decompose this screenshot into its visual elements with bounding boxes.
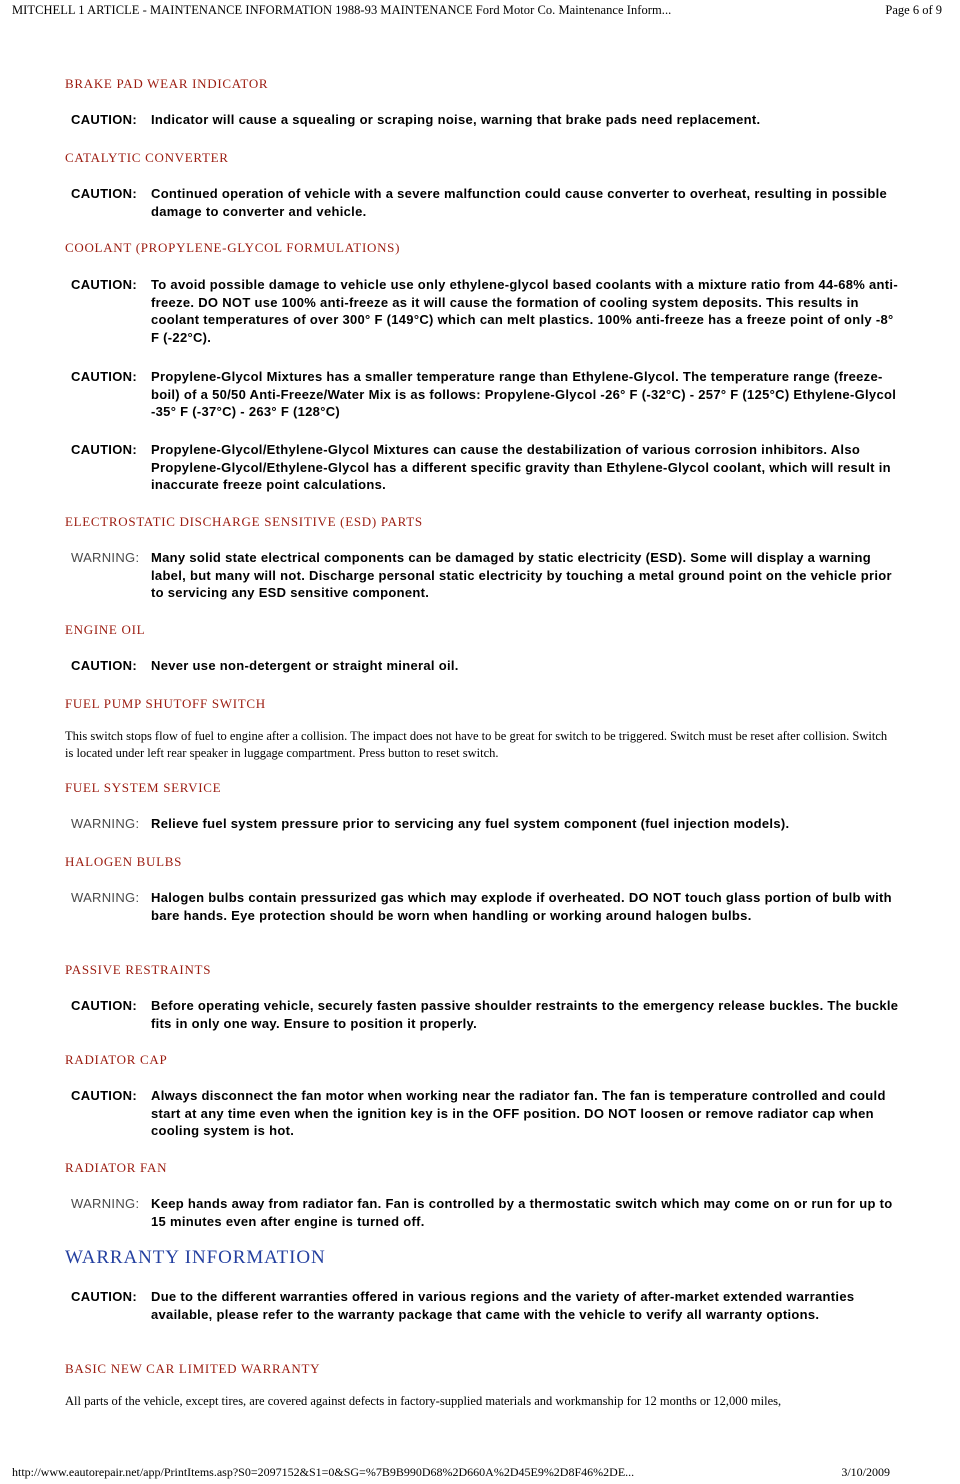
caution-text: Due to the different warranties offered in various regions and the variety of after-market extended warranties available, please refer to the warranty package that came with the vehicle to verify all warranty options. bbox=[151, 1289, 855, 1322]
section-heading-radiator-cap: RADIATOR CAP bbox=[65, 1052, 168, 1067]
section-heading-warranty-information: WARRANTY INFORMATION bbox=[65, 1247, 326, 1268]
caution-label: CAUTION: bbox=[71, 1289, 137, 1304]
warning-label: WARNING: bbox=[71, 890, 140, 905]
section-heading-catalytic-converter: CATALYTIC CONVERTER bbox=[65, 150, 229, 165]
caution-label: CAUTION: bbox=[71, 442, 137, 457]
section-heading-brake-pad: BRAKE PAD WEAR INDICATOR bbox=[65, 76, 269, 91]
section-heading-fuel-system-service: FUEL SYSTEM SERVICE bbox=[65, 780, 222, 795]
print-footer bbox=[0, 1462, 960, 1482]
section-heading-passive-restraints: PASSIVE RESTRAINTS bbox=[65, 962, 212, 977]
document-title: MITCHELL 1 ARTICLE - MAINTENANCE INFORMATION 1988-93 MAINTENANCE Ford Motor Co. Maintenance Inform... bbox=[12, 3, 672, 17]
caution-label: CAUTION: bbox=[71, 112, 137, 127]
caution-text: Continued operation of vehicle with a severe malfunction could cause converter to overheat, resulting in possible damage to converter and vehicle. bbox=[151, 186, 888, 219]
caution-text: Indicator will cause a squealing or scraping noise, warning that brake pads need replacement. bbox=[151, 112, 761, 127]
body-paragraph: All parts of the vehicle, except tires, are covered against defects in factory-supplied materials and workmanship for 12 months or 12,000 miles, bbox=[65, 1394, 782, 1408]
warning-label: WARNING: bbox=[71, 1196, 140, 1211]
section-heading-radiator-fan: RADIATOR FAN bbox=[65, 1160, 168, 1175]
caution-label: CAUTION: bbox=[71, 658, 137, 673]
warning-text: Keep hands away from radiator fan. Fan is controlled by a thermostatic switch which may come on or run for up to 15 minutes even after engine is turned off. bbox=[151, 1196, 893, 1229]
section-heading-fuel-pump-shutoff: FUEL PUMP SHUTOFF SWITCH bbox=[65, 696, 266, 711]
warning-text: Many solid state electrical components can be damaged by static electricity (ESD). Some will display a warning label, but many will not. Discharge personal static electricity by touching a metal ground point on the vehicle prior to servicing any ESD sensitive component. bbox=[151, 550, 892, 600]
source-url: http://www.eautorepair.net/app/PrintItems.asp?S0=2097152&S1=0&SG=%7B9B990D68%2D660A%2D45E9%2D8F46%2DE... bbox=[12, 1465, 635, 1479]
body-paragraph: This switch stops flow of fuel to engine after a collision. The impact does not have to be great for switch to be triggered. Switch must be reset after collision. Switch is located under left rear speaker in luggage compartment. Press button to reset switch. bbox=[65, 729, 888, 760]
caution-label: CAUTION: bbox=[71, 186, 137, 201]
warning-text: Relieve fuel system pressure prior to servicing any fuel system component (fuel injection models). bbox=[151, 816, 790, 831]
section-heading-basic-new-car-warranty: BASIC NEW CAR LIMITED WARRANTY bbox=[65, 1361, 321, 1376]
caution-text: Propylene-Glycol Mixtures has a smaller temperature range than Ethylene-Glycol. The temperature range (freeze-boil) of a 50/50 Anti-Freeze/Water Mix is as follows: Propylene-Glycol -26° F (-32°C) - 257° F (125°C) Ethylene-Glycol -35° F (-37°C) - 263° F (128°C) bbox=[151, 369, 897, 419]
caution-text: Never use non-detergent or straight mineral oil. bbox=[151, 658, 459, 673]
caution-text: Always disconnect the fan motor when working near the radiator fan. The fan is temperature controlled and could start at any time even when the ignition key is in the OFF position. DO NOT loosen or remove radiator cap when cooling system is hot. bbox=[151, 1088, 886, 1138]
section-heading-halogen-bulbs: HALOGEN BULBS bbox=[65, 854, 183, 869]
caution-label: CAUTION: bbox=[71, 369, 137, 384]
caution-label: CAUTION: bbox=[71, 998, 137, 1013]
caution-label: CAUTION: bbox=[71, 1088, 137, 1103]
section-heading-coolant: COOLANT (PROPYLENE-GLYCOL FORMULATIONS) bbox=[65, 240, 401, 255]
caution-text: Before operating vehicle, securely fasten passive shoulder restraints to the emergency release buckles. The buckle fits in only one way. Ensure to position it properly. bbox=[151, 998, 899, 1031]
warning-label: WARNING: bbox=[71, 550, 140, 565]
warning-text: Halogen bulbs contain pressurized gas which may explode if overheated. DO NOT touch glass portion of bulb with bare hands. Eye protection should be worn when handling or working around halogen bulbs. bbox=[151, 890, 892, 923]
caution-label: CAUTION: bbox=[71, 277, 137, 292]
section-heading-engine-oil: ENGINE OIL bbox=[65, 622, 146, 637]
caution-text: To avoid possible damage to vehicle use only ethylene-glycol based coolants with a mixture ratio from 44-68% anti-freeze. DO NOT use 100% anti-freeze as it will cause the formation of cooling system deposits. This results in coolant temperatures of over 300° F (149°C) which can melt plastics. 100% anti-freeze has a freeze point of only -8° F (-22°C). bbox=[151, 277, 898, 345]
page-number: Page 6 of 9 bbox=[885, 3, 942, 17]
warning-label: WARNING: bbox=[71, 816, 140, 831]
section-heading-esd: ELECTROSTATIC DISCHARGE SENSITIVE (ESD) PARTS bbox=[65, 514, 423, 529]
caution-text: Propylene-Glycol/Ethylene-Glycol Mixtures can cause the destabilization of various corrosion inhibitors. Also Propylene-Glycol/Ethylene-Glycol has a different specific gravity than Ethylene-Glycol coolant, which will result in inaccurate freeze point calculations. bbox=[151, 442, 891, 492]
print-date: 3/10/2009 bbox=[835, 1465, 890, 1480]
